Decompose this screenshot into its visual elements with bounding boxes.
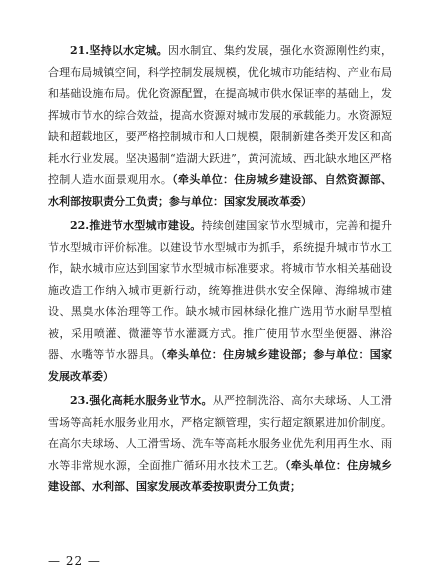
section-23-body: 从严控制洗浴、高尔夫球场、人工滑雪场等高耗水服务业用水，严格定额管理，实行超定额累进加价制度。在高尔夫球场、人工滑雪场、洗车等高耗水服务业优先利用再生水、雨水等非常规水源，全面推广循环用水技术工艺。 <box>48 394 393 472</box>
section-22-body: 持续创建国家节水型城市，完善和提升节水型城市评价标准。以建设节水型城市为抓手，系统提升城市节水工作，缺水城市应达到国家节水型城市标准要求。将城市节水相关基础设施改造工作纳入城市更新行动，统筹推进供水安全保障、海绵城市建设、黑臭水体治理等工作。缺水城市园林绿化推广选用节水耐旱型植被，采用喷灌、微灌等节水灌溉方式。推广使用节水型坐便器、淋浴器、水嘴等节水器具。 <box>48 219 393 361</box>
section-22-responsibility: （牵头单位：住房城乡建设部；参与单位：国家发展改革委） <box>48 348 393 383</box>
section-23-heading: 23.强化高耗水服务业节水。 <box>70 394 213 407</box>
section-22-heading: 22.推进节水型城市建设。 <box>70 219 202 232</box>
section-21-paragraph <box>48 40 392 212</box>
section-21-body: 因水制宜、集约发展，强化水资源刚性约束，合理布局城镇空间，科学控制发展规模，优化城市功能结构、产业布局和基础设施布局。优化资源配置，在提高城市供水保证率的基础上，发挥城市节水的综合效益，提高水资源对城市发展的承载能力。水资源短缺和超载地区，要严格控制城市和人口规模，限制新建各类开发区和高耗水行业发展。坚决遏制“造湖大跃进”，黄河流域、西北缺水地区严格控制人造水面景观用水。 <box>48 44 392 186</box>
section-22-paragraph <box>48 215 392 387</box>
section-23-responsibility: （牵头单位：住房城乡建设部、水利部、国家发展改革委按职责分工负责； <box>48 458 393 493</box>
section-23-paragraph <box>48 390 392 498</box>
section-21-responsibility: （牵头单位：住房城乡建设部、自然资源部、水利部按职责分工负责；参与单位：国家发展改革委） <box>48 173 393 208</box>
page-number: — 22 — <box>48 554 101 568</box>
document-body <box>48 40 392 501</box>
section-21-heading: 21.坚持以水定城。 <box>70 44 168 57</box>
